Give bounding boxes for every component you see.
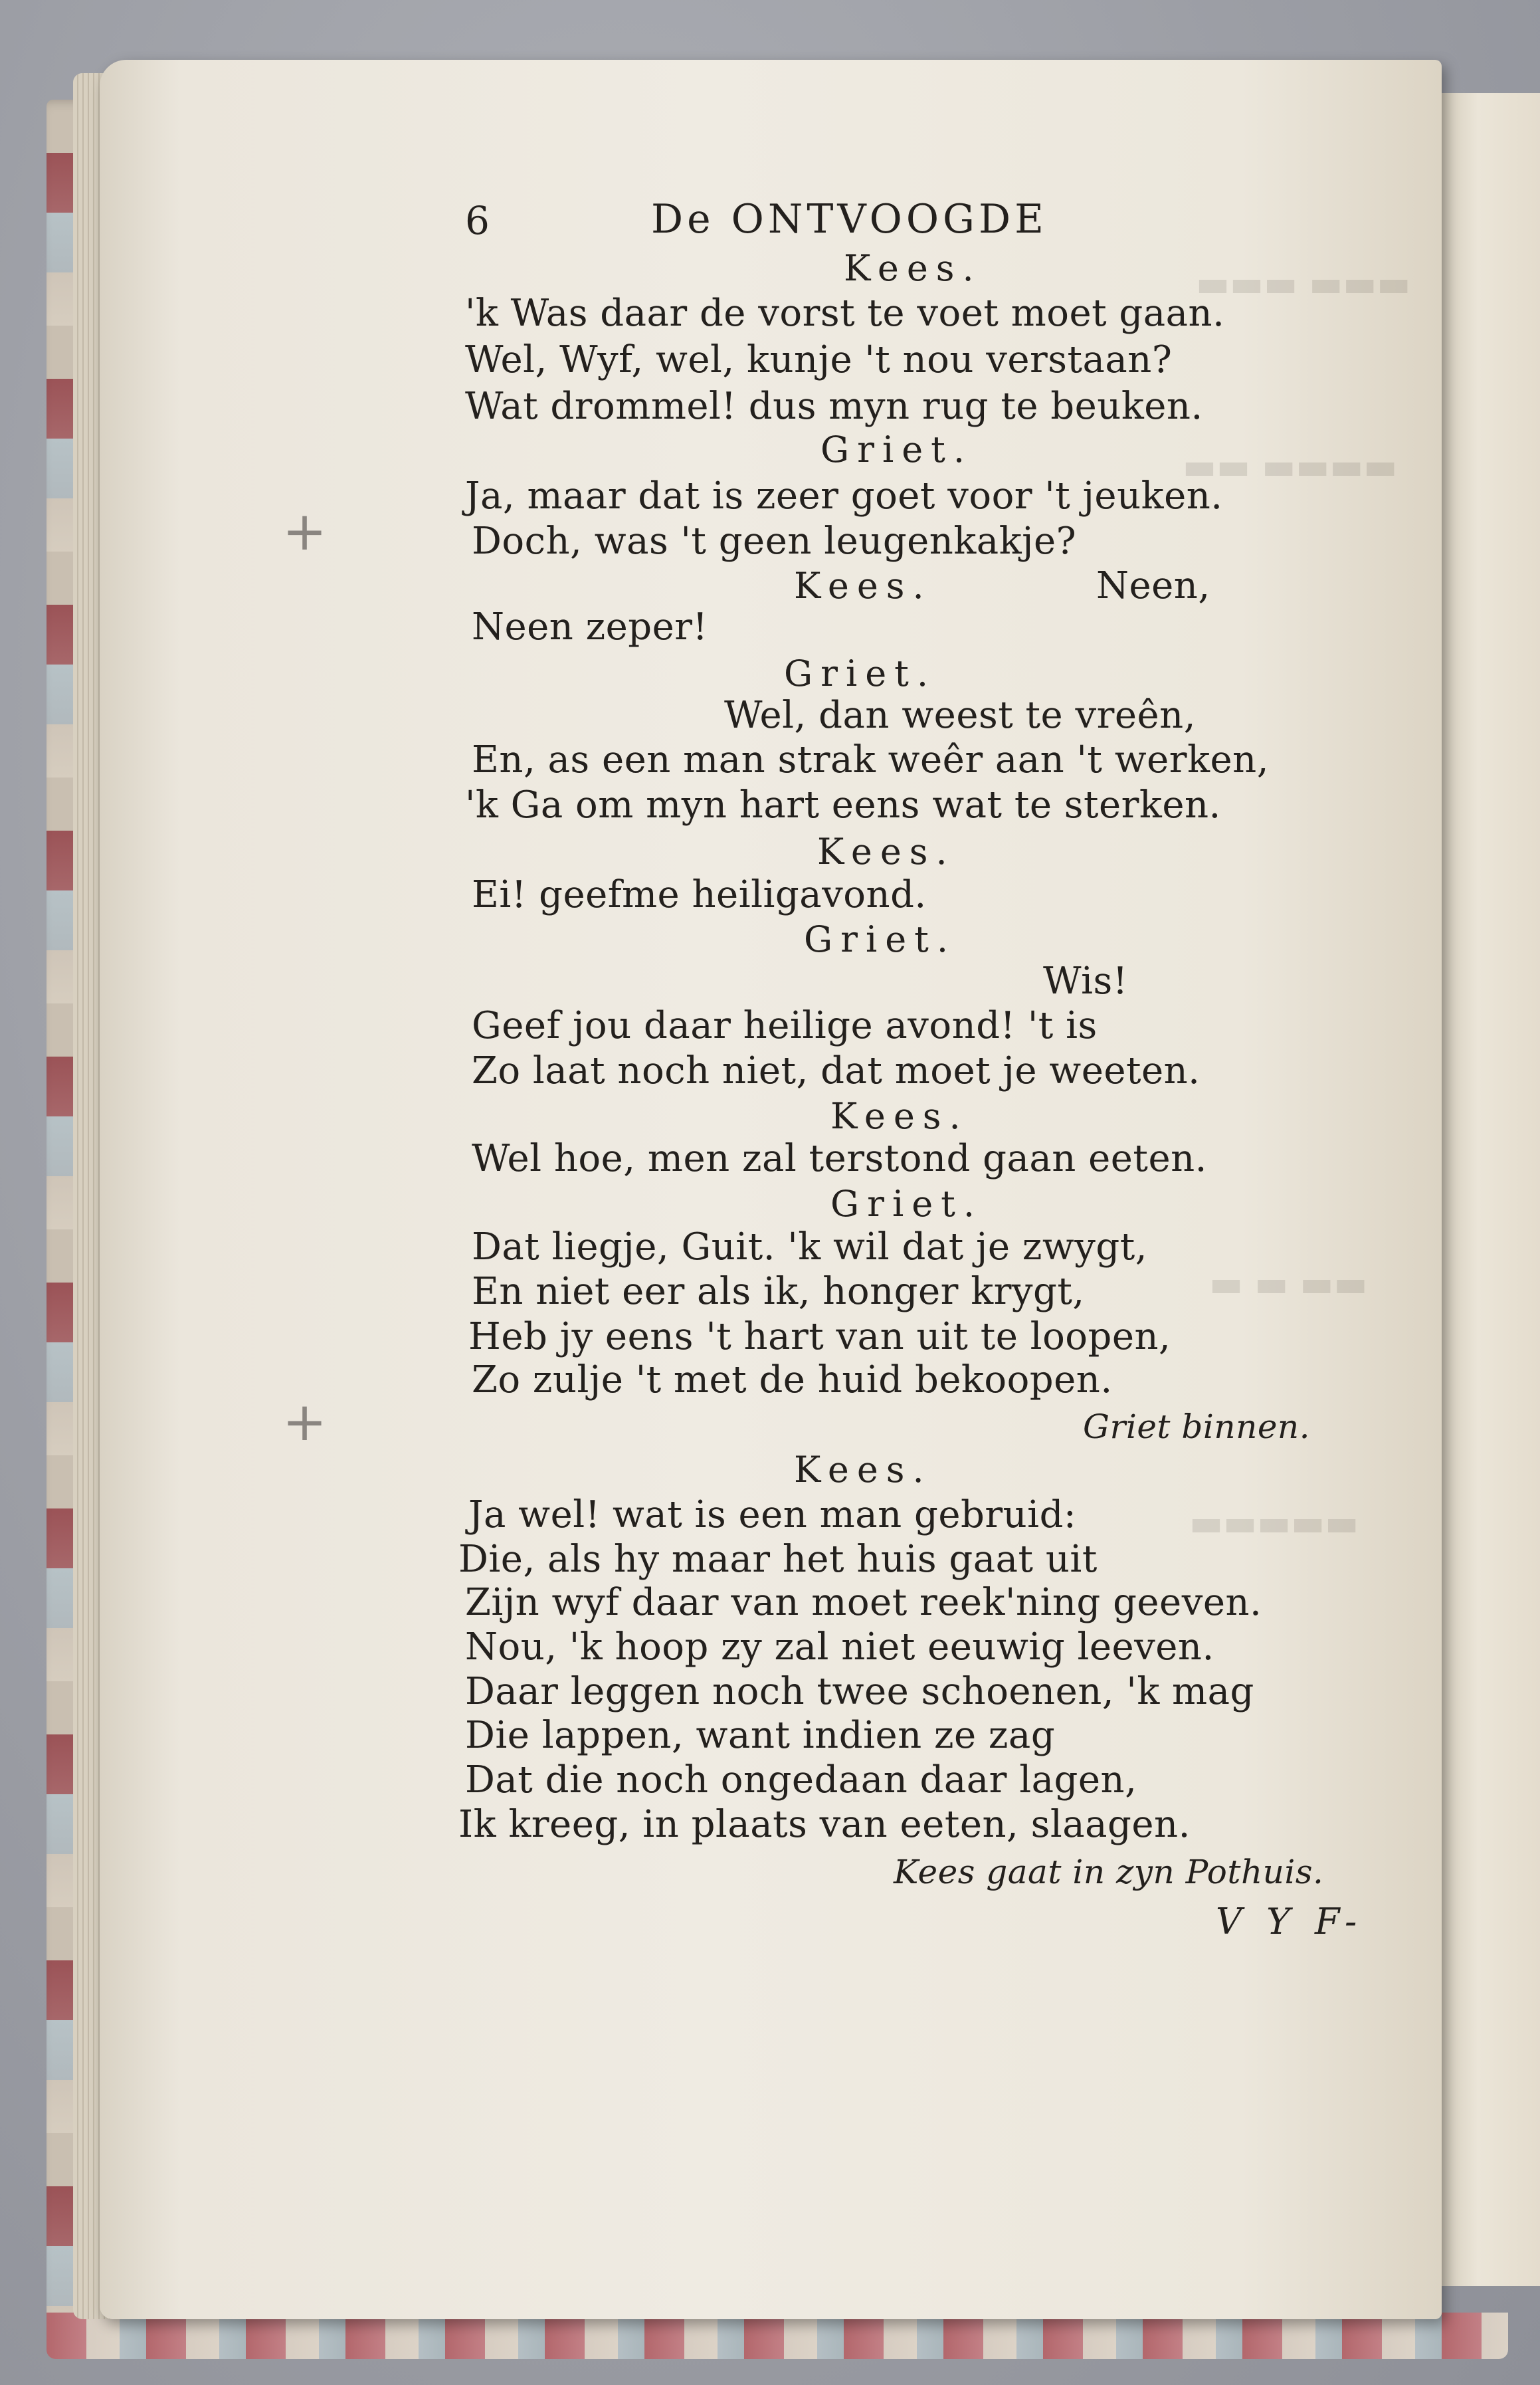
verse-line: 'k Was daar de vorst te voet moet gaan. bbox=[465, 292, 1225, 335]
stage-direction: Kees gaat in zyn Pothuis. bbox=[894, 1853, 1324, 1891]
speaker-heading: Kees. bbox=[817, 831, 955, 873]
verse-line: Wat drommel! dus myn rug te beuken. bbox=[465, 385, 1203, 428]
verse-line: Nou, 'k hoop zy zal niet eeuwig leeven. bbox=[465, 1625, 1214, 1669]
pencil-mark: + bbox=[282, 500, 328, 562]
verse-line: Die, als hy maar het huis gaat uit bbox=[458, 1538, 1098, 1581]
speaker-heading: Kees. bbox=[830, 1095, 969, 1137]
verse-line: Dat die noch ongedaan daar lagen, bbox=[465, 1758, 1137, 1802]
speaker-heading: Griet. bbox=[784, 653, 937, 694]
verse-line: Die lappen, want indien ze zag bbox=[465, 1714, 1056, 1757]
speaker-heading: Kees. bbox=[844, 247, 982, 289]
verse-line: Zijn wyf daar van moet reek'ning geeven. bbox=[465, 1581, 1262, 1624]
show-through: ▬▬ ▬ ▬ bbox=[1209, 1263, 1368, 1304]
verse-line: Ja wel! wat is een man gebruid: bbox=[468, 1493, 1077, 1536]
speaker-heading: Kees. bbox=[794, 565, 932, 607]
verse-line: Wel, dan weest te vreên, bbox=[724, 694, 1197, 737]
show-through: ▬▬▬▬ ▬▬ bbox=[1183, 445, 1398, 487]
page-number: 6 bbox=[465, 198, 490, 243]
pencil-mark: + bbox=[282, 1391, 328, 1453]
verse-line: Zo laat noch niet, dat moet je weeten. bbox=[472, 1049, 1201, 1092]
verse-line: 'k Ga om myn hart eens wat te sterken. bbox=[465, 783, 1221, 827]
verse-line: Wis! bbox=[1043, 960, 1128, 1003]
show-through: ▬▬▬▬▬ bbox=[1189, 1502, 1359, 1544]
show-through: ▬▬▬ ▬▬▬ bbox=[1196, 262, 1411, 304]
speaker-heading: Griet. bbox=[830, 1183, 983, 1225]
verse-line: Wel, Wyf, wel, kunje 't nou verstaan? bbox=[465, 338, 1173, 381]
verse-line: Doch, was 't geen leugenkakje? bbox=[472, 520, 1077, 563]
speaker-heading: Griet. bbox=[804, 918, 957, 960]
verse-line: Dat liegje, Guit. 'k wil dat je zwygt, bbox=[472, 1225, 1148, 1269]
verse-line: En niet eer als ik, honger krygt, bbox=[472, 1270, 1085, 1313]
verse-line: Geef jou daar heilige avond! 't is bbox=[472, 1004, 1098, 1047]
running-title: De ONTVOOGDE bbox=[651, 196, 1048, 243]
stage-direction: Griet binnen. bbox=[1083, 1407, 1310, 1446]
verse-line: Wel hoe, men zal terstond gaan eeten. bbox=[472, 1137, 1207, 1180]
verse-line: En, as een man strak weêr aan 't werken, bbox=[472, 738, 1270, 781]
speaker-heading: Griet. bbox=[820, 429, 973, 470]
verse-line: Heb jy eens 't hart van uit te loopen, bbox=[468, 1315, 1171, 1358]
verse-line: Ja, maar dat is zeer goet voor 't jeuken. bbox=[465, 474, 1223, 518]
verse-line: Neen zeper! bbox=[472, 605, 708, 649]
verse-line: Ik kreeg, in plaats van eeten, slaagen. bbox=[458, 1803, 1191, 1846]
catchword: V Y F- bbox=[1216, 1901, 1364, 1942]
verse-line: Ei! geefme heiligavond. bbox=[472, 873, 927, 916]
speaker-heading: Kees. bbox=[794, 1449, 932, 1491]
verse-line: Neen, bbox=[1096, 564, 1210, 607]
verse-line: Daar leggen noch twee schoenen, 'k mag bbox=[465, 1670, 1254, 1713]
verse-line: Zo zulje 't met de huid bekoopen. bbox=[472, 1358, 1113, 1401]
